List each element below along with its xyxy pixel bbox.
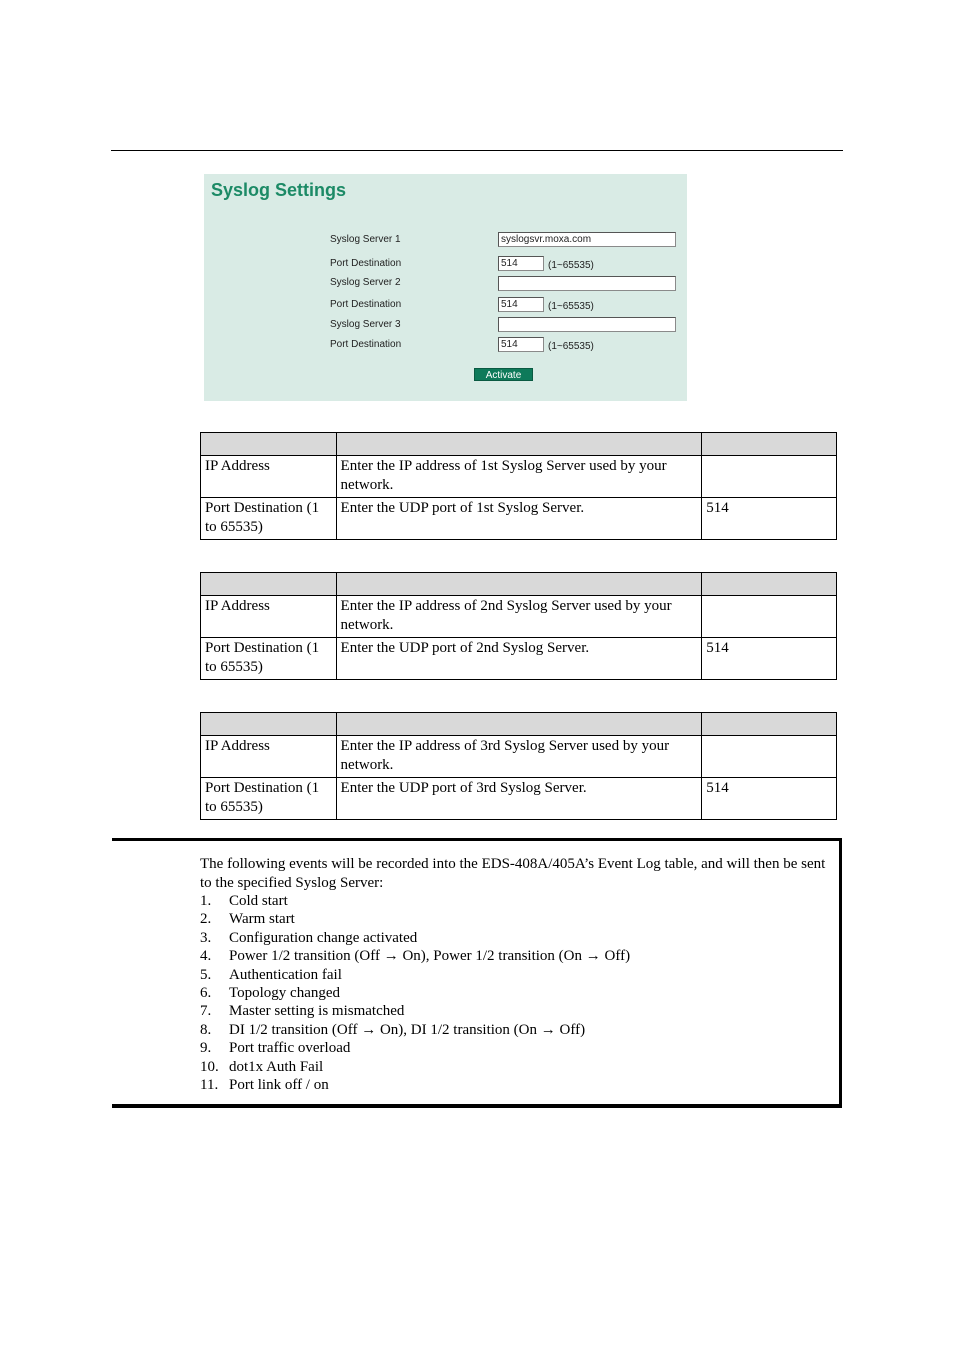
default-cell xyxy=(702,736,837,778)
list-text: Cold start xyxy=(229,893,288,909)
port-destination-1-input[interactable]: 514 xyxy=(498,256,544,271)
list-item xyxy=(200,947,630,965)
syslog-server-1-label: Syslog Server 1 xyxy=(330,234,401,245)
setting-cell: IP Address xyxy=(201,456,337,498)
description-cell: Enter the UDP port of 3rd Syslog Server. xyxy=(336,778,702,820)
activate-button[interactable]: Activate xyxy=(474,368,533,381)
description-cell: Enter the UDP port of 1st Syslog Server. xyxy=(336,498,702,540)
header-rule xyxy=(111,150,843,151)
table-row xyxy=(201,498,837,540)
list-text: DI 1/2 transition (Off → On), DI 1/2 transition (On → Off) xyxy=(229,1021,586,1038)
table-row xyxy=(201,596,837,638)
default-cell xyxy=(702,456,837,498)
list-text: Configuration change activated xyxy=(229,929,418,946)
panel-title: Syslog Settings xyxy=(211,180,347,200)
table-header-row xyxy=(201,433,837,456)
list-number: 3. xyxy=(200,929,212,946)
list-text: Warm start xyxy=(229,911,295,928)
description-cell: Enter the IP address of 3rd Syslog Server used by your network. xyxy=(336,736,702,778)
list-item xyxy=(200,1002,630,1020)
setting-cell: Port Destination (1 to 65535) xyxy=(201,778,337,820)
table-row xyxy=(201,456,837,498)
list-item xyxy=(200,1076,630,1094)
syslog-settings-panel xyxy=(204,174,687,401)
list-number: 4. xyxy=(200,948,212,965)
syslog-server-1-table xyxy=(200,432,837,540)
list-text: Authentication fail xyxy=(229,966,342,983)
default-cell: 514 xyxy=(702,778,837,820)
setting-cell: IP Address xyxy=(201,736,337,778)
syslog-server-3-input[interactable] xyxy=(498,317,676,332)
list-item xyxy=(200,910,630,928)
list-item xyxy=(200,984,630,1002)
list-number: 5. xyxy=(200,966,212,983)
port-range-1: (1~65535) xyxy=(548,260,594,271)
port-range-3: (1~65535) xyxy=(548,341,594,352)
description-cell: Enter the IP address of 2nd Syslog Server used by your network. xyxy=(336,596,702,638)
setting-cell: IP Address xyxy=(201,596,337,638)
setting-cell: Port Destination (1 to 65535) xyxy=(201,638,337,680)
list-text: Port link off / on xyxy=(229,1076,329,1093)
port-range-2: (1~65535) xyxy=(548,301,594,312)
description-cell: Enter the UDP port of 2nd Syslog Server. xyxy=(336,638,702,680)
list-item xyxy=(200,1021,630,1039)
table-row xyxy=(201,736,837,778)
list-text: dot1x Auth Fail xyxy=(229,1058,324,1075)
list-item xyxy=(200,966,630,984)
table-row xyxy=(201,778,837,820)
list-text: Topology changed xyxy=(229,984,341,1001)
port-destination-3-label: Port Destination xyxy=(330,339,402,350)
list-number: 2. xyxy=(200,911,212,928)
syslog-server-3-table xyxy=(200,712,837,820)
setting-cell: Port Destination (1 to 65535) xyxy=(201,498,337,540)
list-number: 1. xyxy=(200,893,212,909)
list-number: 10. xyxy=(200,1058,219,1075)
list-item xyxy=(200,892,630,910)
table-header-row xyxy=(201,573,837,596)
list-item xyxy=(200,1039,630,1057)
default-cell: 514 xyxy=(702,498,837,540)
note-intro: The following events will be recorded into the EDS-408A/405A’s Event Log table, and will then be sent to the specified Syslog Server: xyxy=(200,856,826,891)
list-number: 9. xyxy=(200,1040,212,1057)
list-text: Master setting is mismatched xyxy=(229,1003,405,1020)
table-row xyxy=(201,638,837,680)
port-destination-2-input[interactable]: 514 xyxy=(498,297,544,312)
table-header-row xyxy=(201,713,837,736)
list-text: Power 1/2 transition (Off → On), Power 1/2 transition (On → Off) xyxy=(229,948,631,965)
syslog-server-1-input[interactable]: syslogsvr.moxa.com xyxy=(498,232,676,247)
list-number: 7. xyxy=(200,1003,212,1020)
list-number: 11. xyxy=(200,1076,219,1093)
list-item xyxy=(200,1058,630,1076)
description-cell: Enter the IP address of 1st Syslog Server used by your network. xyxy=(336,456,702,498)
list-text: Port traffic overload xyxy=(229,1040,351,1057)
syslog-server-2-table xyxy=(200,572,837,680)
default-cell: 514 xyxy=(702,638,837,680)
syslog-server-3-label: Syslog Server 3 xyxy=(330,319,401,330)
port-destination-1-label: Port Destination xyxy=(330,258,402,269)
syslog-server-2-label: Syslog Server 2 xyxy=(330,277,401,288)
list-item xyxy=(200,929,630,947)
event-list xyxy=(200,892,630,1094)
port-destination-3-input[interactable]: 514 xyxy=(498,337,544,352)
list-number: 8. xyxy=(200,1021,212,1038)
note-box xyxy=(112,838,842,1108)
syslog-server-2-input[interactable] xyxy=(498,276,676,291)
default-cell xyxy=(702,596,837,638)
list-number: 6. xyxy=(200,984,212,1001)
port-destination-2-label: Port Destination xyxy=(330,299,402,310)
